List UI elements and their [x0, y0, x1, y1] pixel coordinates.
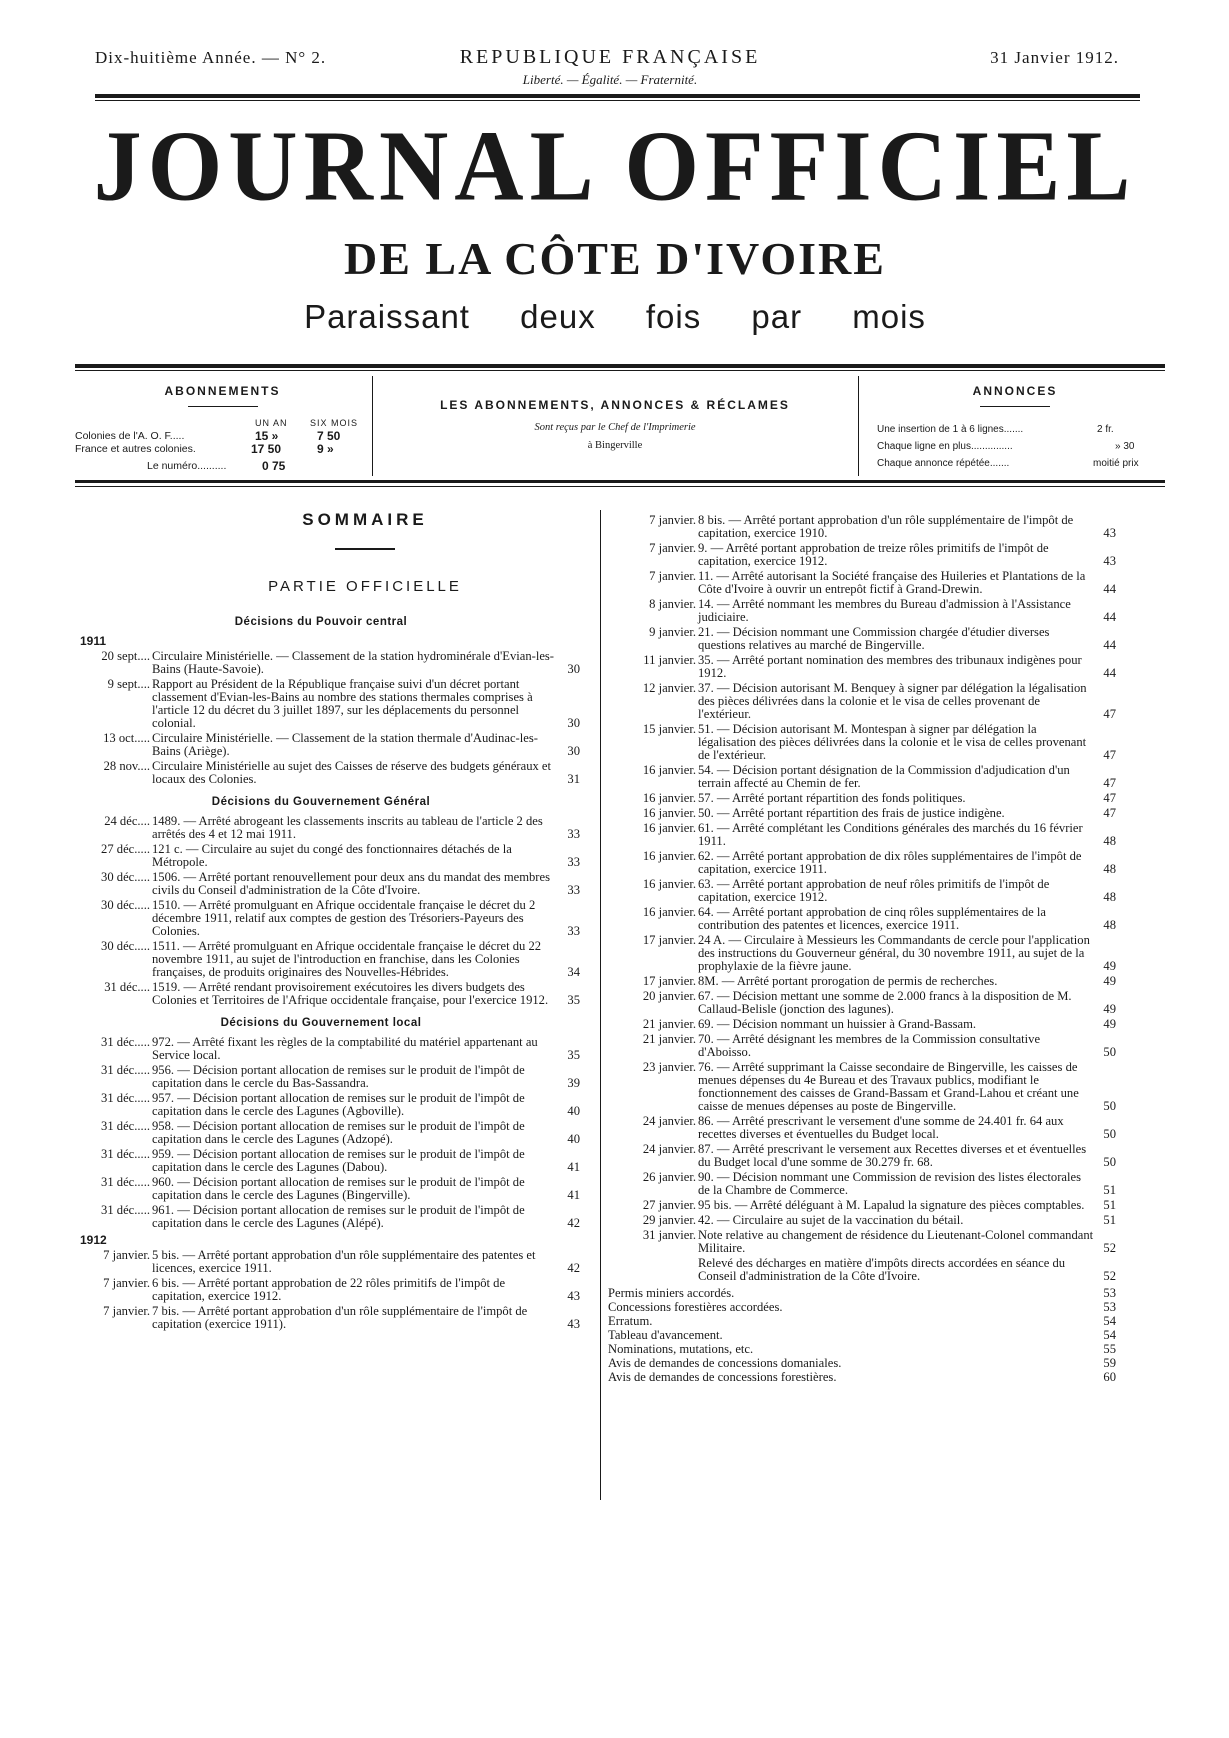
entry-page: 31 [567, 772, 580, 786]
entry-date: 8 janvier. [649, 597, 696, 611]
entry-text: 86. — Arrêté prescrivant le versement d'une somme de 24.401 fr. 64 aux recettes diverses et éventuelles du Budget local. [698, 1114, 1064, 1141]
summary-entry [62, 650, 580, 676]
entry-date: 16 janvier. [642, 806, 696, 820]
summary-entry [608, 514, 1116, 540]
subscriptions-box [75, 376, 370, 476]
summary-entry [62, 940, 580, 979]
entry-text: 70. — Arrêté désignant les membres de la Commission consultative d'Aboisso. [698, 1032, 1041, 1059]
misc-entry [608, 1357, 1116, 1370]
entry-text: 35. — Arrêté portant nomination des membres des tribunaux indigènes pour 1912. [698, 653, 1082, 680]
row1-six: 7 50 [317, 429, 341, 443]
summary-entry [62, 1036, 580, 1062]
entry-page: 41 [567, 1160, 580, 1174]
entry-text: 957. — Décision portant allocation de remises sur le produit de l'impôt de capitation dans le cercle des Lagunes (Agboville). [152, 1091, 525, 1118]
issue-number: Dix-huitième Année. — N° 2. [95, 48, 327, 67]
entry-page: 33 [567, 827, 580, 841]
entry-date: 24 déc.... [104, 814, 150, 828]
entry-page: 47 [1103, 707, 1116, 721]
entry-page: 43 [567, 1317, 580, 1331]
summary-entry [608, 1171, 1116, 1197]
entry-page: 43 [1103, 554, 1116, 568]
misc-text: Tableau d'avancement. [608, 1328, 723, 1342]
misc-text: Erratum. [608, 1314, 653, 1328]
summary-entry [608, 906, 1116, 932]
summary-entry [608, 850, 1116, 876]
misc-entry [608, 1315, 1116, 1328]
summary-entry [608, 723, 1116, 762]
misc-page: 54 [1103, 1328, 1116, 1342]
masthead-title: JOURNAL OFFICIEL [93, 109, 1137, 222]
single-issue-price: 0 75 [262, 459, 286, 473]
entry-date: 9 sept.... [107, 677, 150, 691]
summary-entry [608, 1033, 1116, 1059]
entry-date: 31 déc.... [104, 980, 150, 994]
entry-page: 42 [567, 1216, 580, 1230]
summary-entry [62, 1120, 580, 1146]
entry-page: 48 [1103, 862, 1116, 876]
entry-text: 961. — Décision portant allocation de remises sur le produit de l'impôt de capitation dans le cercle des Lagunes (Alépé). [152, 1203, 525, 1230]
entry-page: 42 [567, 1261, 580, 1275]
entry-text: 1489. — Arrêté abrogeant les classements inscrits au tableau de l'article 2 des arrêtés des 4 et 12 mai 1911. [152, 814, 543, 841]
summary-entry [608, 990, 1116, 1016]
entry-date: 16 janvier. [642, 763, 696, 777]
misc-list [608, 1287, 1116, 1384]
entry-text: 95 bis. — Arrêté déléguant à M. Lapalud la signature des pièces comptables. [698, 1198, 1085, 1212]
entry-text: 87. — Arrêté prescrivant le versement aux Recettes diverses et et éventuelles du Budget local d'une somme de 30.279 fr. 68. [698, 1142, 1087, 1169]
center-box-line2: à Bingerville [587, 440, 643, 451]
misc-entry [608, 1343, 1116, 1356]
entry-page: 39 [567, 1076, 580, 1090]
entry-date: 13 oct..... [103, 731, 150, 745]
center-box-line1: Sont reçus par le Chef de l'Imprimerie [534, 422, 696, 433]
entry-text: 54. — Décision portant désignation de la Commission d'adjudication d'un terrain affecté au Chemin de fer. [698, 763, 1070, 790]
entry-date: 21 janvier. [642, 1032, 696, 1046]
summary-entry [62, 1092, 580, 1118]
entry-page: 43 [567, 1289, 580, 1303]
entry-page: 51 [1103, 1198, 1116, 1212]
entry-page: 44 [1103, 610, 1116, 624]
summary-entry [62, 1277, 580, 1303]
entry-date: 31 déc..... [101, 1091, 150, 1105]
row2-year: 17 50 [251, 442, 282, 456]
row1-year: 15 » [255, 429, 279, 443]
entry-text: 57. — Arrêté portant répartition des fonds politiques. [698, 791, 966, 805]
entry-page: 48 [1103, 918, 1116, 932]
annonce-rate-value: moitié prix [1093, 458, 1139, 469]
entry-page: 34 [567, 965, 580, 979]
entry-page: 33 [567, 883, 580, 897]
section-heading: Décisions du Gouvernement Général [211, 796, 431, 808]
entry-date: 31 déc..... [101, 1147, 150, 1161]
annonces-title: ANNONCES [972, 384, 1058, 398]
misc-text: Concessions forestières accordées. [608, 1300, 783, 1314]
summary-entry [62, 1148, 580, 1174]
entry-page: 49 [1103, 1017, 1116, 1031]
summary-ornament [335, 548, 395, 550]
entry-page: 49 [1103, 959, 1116, 973]
entry-date: 17 janvier. [642, 933, 696, 947]
entry-page: 44 [1103, 666, 1116, 680]
entry-date: 16 janvier. [642, 791, 696, 805]
misc-page: 54 [1103, 1314, 1116, 1328]
entry-date: 31 déc..... [101, 1203, 150, 1217]
misc-text: Avis de demandes de concessions domaniales. [608, 1356, 842, 1370]
entry-text: 62. — Arrêté portant approbation de dix rôles supplémentaires de l'impôt de capitation, exercice 1911. [698, 849, 1082, 876]
column-divider [600, 510, 601, 1500]
summary-entry [62, 760, 580, 786]
entry-text: 8M. — Arrêté portant prorogation de permis de recherches. [698, 974, 998, 988]
entry-date: 16 janvier. [642, 821, 696, 835]
misc-text: Permis miniers accordés. [608, 1286, 735, 1300]
entry-page: 47 [1103, 748, 1116, 762]
center-box-title: LES ABONNEMENTS, ANNONCES & RÉCLAMES [440, 398, 790, 412]
entry-text: 1511. — Arrêté promulguant en Afrique occidentale française le décret du 22 novembre 1911, au sujet de l'introduction en franchise, dans les Colonies françaises, de produits originaires des Nouvelles-Hébrides. [152, 939, 542, 979]
section-heading: Décisions du Gouvernement local [220, 1017, 422, 1029]
entry-page: 52 [1103, 1241, 1116, 1255]
entry-page: 33 [567, 924, 580, 938]
single-issue-label: Le numéro.......... [147, 460, 227, 472]
entry-page: 44 [1103, 582, 1116, 596]
entry-date: 28 nov.... [103, 759, 150, 773]
entry-date: 15 janvier. [642, 722, 696, 736]
entry-date: 24 janvier. [642, 1142, 696, 1156]
entry-text: 11. — Arrêté autorisant la Société française des Huileries et Plantations de la Côte d'Ivoire à ouvrir un entrepôt fictif à Grand-Drewin. [698, 569, 1086, 596]
issue-date: 31 Janvier 1912. [990, 48, 1119, 67]
entry-page: 49 [1103, 974, 1116, 988]
entry-date: 20 janvier. [642, 989, 696, 1003]
col-six-header: SIX MOIS [310, 418, 359, 428]
entry-date: 31 déc..... [101, 1035, 150, 1049]
misc-text: Avis de demandes de concessions forestières. [608, 1370, 837, 1384]
republic-motto: Liberté. — Égalité. — Fraternité. [522, 72, 698, 87]
summary-entry [62, 1249, 580, 1275]
summary-entry [62, 1064, 580, 1090]
entry-text: 9. — Arrêté portant approbation de treize rôles primitifs de l'impôt de capitation, exercice 1912. [698, 541, 1049, 568]
entry-text: 956. — Décision portant allocation de remises sur le produit de l'impôt de capitation dans le cercle du Bas-Sassandra. [152, 1063, 525, 1090]
entry-page: 43 [1103, 526, 1116, 540]
entry-text: 42. — Circulaire au sujet de la vaccination du bétail. [698, 1213, 964, 1227]
entry-page: 48 [1103, 834, 1116, 848]
masthead-tagline: Paraissant deux fois par mois [304, 298, 926, 335]
row2-label: France et autres colonies. [75, 443, 196, 455]
entry-date: 7 janvier. [649, 569, 696, 583]
center-box [375, 376, 855, 476]
summary-entry [608, 1115, 1116, 1141]
entry-text: 960. — Décision portant allocation de remises sur le produit de l'impôt de capitation dans le cercle des Lagunes (Bingerville). [152, 1175, 525, 1202]
entry-text: 51. — Décision autorisant M. Montespan à signer par délégation la légalisation des pièces délivrées dans la colonie et le visa de celles provenant de l'extérieur. [698, 722, 1087, 762]
misc-entry [608, 1329, 1116, 1342]
annonce-rate-value: 2 fr. [1097, 424, 1114, 435]
summary-entry [608, 764, 1116, 790]
entry-page: 30 [567, 716, 580, 730]
entry-page: 40 [567, 1132, 580, 1146]
entry-text: 8 bis. — Arrêté portant approbation d'un rôle supplémentaire de l'impôt de capitation, exercice 1910. [698, 513, 1074, 540]
entry-text: 972. — Arrêté fixant les règles de la comptabilité du matériel appartenant au Service local. [152, 1035, 538, 1062]
entry-date: 27 déc..... [101, 842, 150, 856]
entry-page: 49 [1103, 1002, 1116, 1016]
summary-entry [62, 843, 580, 869]
summary-entry [62, 678, 580, 730]
entry-text: Circulaire Ministérielle. — Classement de la station thermale d'Audinac-les-Bains (Ariège). [152, 731, 538, 758]
entry-page: 50 [1103, 1045, 1116, 1059]
summary-entry [608, 975, 1116, 988]
entry-page: 30 [567, 662, 580, 676]
section-year: 1912 [80, 1233, 107, 1247]
box-divider [858, 376, 859, 476]
entry-text: 14. — Arrêté nommant les membres du Bureau d'admission à l'Assistance judiciaire. [698, 597, 1071, 624]
entry-date: 31 déc..... [101, 1119, 150, 1133]
summary-entry [62, 981, 580, 1007]
box-divider [372, 376, 373, 476]
summary-entry [608, 570, 1116, 596]
annonce-rate-value: » 30 [1115, 441, 1135, 452]
entry-text: 76. — Arrêté supprimant la Caisse secondaire de Bingerville, les caisses de menues dépenses du 4e Bureau et des Travaux publics, modifiant le fonctionnement des caisses de Grand-Bassam et Grand-Lahou et créant une caisse de menues dépenses au poste de Bingerville. [698, 1060, 1079, 1113]
entry-page: 35 [567, 993, 580, 1007]
masthead-rule-thin [75, 370, 1165, 371]
entry-text: 90. — Décision nommant une Commission de revision des listes électorales de la Chambre de Commerce. [698, 1170, 1081, 1197]
entry-date: 7 janvier. [103, 1276, 150, 1290]
section-heading: Décisions du Pouvoir central [234, 616, 408, 628]
republic-title: REPUBLIQUE FRANÇAISE [459, 46, 761, 68]
entry-text: 1506. — Arrêté portant renouvellement pour deux ans du mandat des membres civils du Conseil d'administration de la Côte d'Ivoire. [152, 870, 550, 897]
subscriptions-title: ABONNEMENTS [164, 384, 281, 398]
summary-entry [62, 815, 580, 841]
misc-page: 55 [1103, 1342, 1116, 1356]
entry-text: 63. — Arrêté portant approbation de neuf rôles primitifs de l'impôt de capitation, exercice 1912. [698, 877, 1050, 904]
entry-text: 64. — Arrêté portant approbation de cinq rôles supplémentaires de la contribution des patentes et licences, exercice 1911. [698, 905, 1046, 932]
entry-page: 47 [1103, 776, 1116, 790]
summary-entry [608, 1257, 1116, 1283]
summary-entry [608, 654, 1116, 680]
summary-entry [608, 822, 1116, 848]
entry-text: Circulaire Ministérielle au sujet des Caisses de réserve des budgets généraux et locaux des Colonies. [152, 759, 552, 786]
summary-entry [62, 1204, 580, 1230]
misc-page: 59 [1103, 1356, 1116, 1370]
masthead-subtitle: DE LA CÔTE D'IVOIRE [344, 233, 886, 284]
entry-text: 6 bis. — Arrêté portant approbation de 22 rôles primitifs de l'impôt de capitation, exercice 1912. [152, 1276, 506, 1303]
entry-page: 41 [567, 1188, 580, 1202]
entry-date: 31 janvier. [642, 1228, 696, 1242]
entry-date: 26 janvier. [642, 1170, 696, 1184]
entry-page: 40 [567, 1104, 580, 1118]
entry-text: 24 A. — Circulaire à Messieurs les Commandants de cercle pour l'application des instructions du Gouverneur général, du 30 novembre 1911, au sujet de la prophylaxie de la fièvre jaune. [698, 933, 1090, 973]
summary-entry [608, 792, 1116, 805]
misc-entry [608, 1287, 1116, 1300]
summary-entry [608, 1199, 1116, 1212]
annonce-rate-label: Chaque annonce répétée....... [877, 458, 1010, 469]
summary-left-column [62, 606, 580, 1331]
summary-entry [608, 1214, 1116, 1227]
entry-text: Rapport au Président de la République française suivi d'un décret portant classement d'Evian-les-Bains au nombre des stations thermales comprises à l'article 12 du décret du 3 juillet 1897, sur les déplacements du personnel colonial. [152, 677, 533, 730]
entry-page: 52 [1103, 1269, 1116, 1283]
summary-entry [608, 878, 1116, 904]
entry-page: 50 [1103, 1099, 1116, 1113]
summary-entry [608, 598, 1116, 624]
misc-entry [608, 1301, 1116, 1314]
annonce-rate-label: Chaque ligne en plus............... [877, 441, 1013, 452]
title-underline [188, 406, 258, 407]
entry-date: 16 janvier. [642, 849, 696, 863]
entry-text: 61. — Arrêté complétant les Conditions générales des marchés du 16 février 1911. [698, 821, 1083, 848]
entry-date: 7 janvier. [103, 1304, 150, 1318]
entry-text: 1519. — Arrêté rendant provisoirement exécutoires les divers budgets des Colonies et Territoires de l'Afrique occidentale française, pour l'exercice 1912. [152, 980, 549, 1007]
summary-entry [62, 899, 580, 938]
entry-text: Circulaire Ministérielle. — Classement de la station hydrominérale d'Evian-les-Bains (Haute-Savoie). [152, 649, 555, 676]
entry-text: 5 bis. — Arrêté portant approbation d'un rôle supplémentaire des patentes et licences, exercice 1911. [152, 1248, 536, 1275]
entry-text: 69. — Décision nommant un huissier à Grand-Bassam. [698, 1017, 977, 1031]
entry-text: 21. — Décision nommant une Commission chargée d'étudier diverses questions relatives au marché de Bingerville. [698, 625, 1050, 652]
entry-date: 27 janvier. [642, 1198, 696, 1212]
entry-text: Relevé des décharges en matière d'impôts directs accordées en séance du Conseil d'administration de la Côte d'Ivoire. [698, 1256, 1066, 1283]
masthead-rule [75, 364, 1165, 368]
entry-date: 7 janvier. [103, 1248, 150, 1262]
summary-entry [608, 1061, 1116, 1113]
entry-page: 44 [1103, 638, 1116, 652]
entry-text: 50. — Arrêté portant répartition des frais de justice indigène. [698, 806, 1005, 820]
summary-entry [62, 732, 580, 758]
summary-entry [608, 682, 1116, 721]
entry-date: 31 déc..... [101, 1175, 150, 1189]
summary-entry [608, 1143, 1116, 1169]
entry-date: 11 janvier. [643, 653, 696, 667]
row2-six: 9 » [317, 442, 334, 456]
misc-text: Nominations, mutations, etc. [608, 1342, 754, 1356]
summary-entry [608, 934, 1116, 973]
row1-label: Colonies de l'A. O. F..... [75, 430, 185, 442]
entry-text: 7 bis. — Arrêté portant approbation d'un rôle supplémentaire de l'impôt de capitation (exercice 1911). [152, 1304, 528, 1331]
summary-entry [62, 871, 580, 897]
summary-entry [62, 1305, 580, 1331]
summary-entry [62, 1176, 580, 1202]
entry-date: 20 sept.... [101, 649, 150, 663]
entry-text: 959. — Décision portant allocation de remises sur le produit de l'impôt de capitation dans le cercle des Lagunes (Dabou). [152, 1147, 525, 1174]
entry-text: 67. — Décision mettant une somme de 2.000 francs à la disposition de M. Callaud-Belisle (jonction des lagunes). [698, 989, 1072, 1016]
entry-date: 30 déc..... [101, 898, 150, 912]
summary-entry [608, 1018, 1116, 1031]
entry-date: 21 janvier. [642, 1017, 696, 1031]
summary-entry [608, 542, 1116, 568]
entry-date: 7 janvier. [649, 513, 696, 527]
entry-date: 24 janvier. [642, 1114, 696, 1128]
misc-page: 53 [1103, 1300, 1116, 1314]
entry-date: 30 déc..... [101, 870, 150, 884]
summary-title: SOMMAIRE [302, 510, 428, 529]
entry-page: 35 [567, 1048, 580, 1062]
entry-text: 37. — Décision autorisant M. Benquey à signer par délégation la légalisation des pièces délivrées dans la colonie et le visa de celles provenant de l'extérieur. [698, 681, 1087, 721]
entry-page: 51 [1103, 1183, 1116, 1197]
entry-date: 29 janvier. [642, 1213, 696, 1227]
entry-page: 30 [567, 744, 580, 758]
entry-date: 9 janvier. [649, 625, 696, 639]
entry-date: 23 janvier. [642, 1060, 696, 1074]
entry-date: 12 janvier. [642, 681, 696, 695]
entry-date: 31 déc..... [101, 1063, 150, 1077]
entry-date: 30 déc..... [101, 939, 150, 953]
title-underline [980, 406, 1050, 407]
entry-page: 50 [1103, 1155, 1116, 1169]
misc-page: 53 [1103, 1286, 1116, 1300]
header-rule [95, 94, 1140, 98]
boxes-rule-thin [75, 486, 1165, 487]
misc-page: 60 [1103, 1370, 1116, 1384]
entry-page: 47 [1103, 806, 1116, 820]
annonce-rate-label: Une insertion de 1 à 6 lignes....... [877, 424, 1024, 435]
summary-entry [608, 807, 1116, 820]
entry-page: 51 [1103, 1213, 1116, 1227]
section-year: 1911 [80, 634, 107, 648]
entry-date: 16 janvier. [642, 905, 696, 919]
entry-date: 16 janvier. [642, 877, 696, 891]
summary-entry [608, 626, 1116, 652]
entry-text: 958. — Décision portant allocation de remises sur le produit de l'impôt de capitation dans le cercle des Lagunes (Adzopé). [152, 1119, 525, 1146]
entry-page: 50 [1103, 1127, 1116, 1141]
col-year-header: UN AN [255, 418, 288, 428]
summary-entry [608, 1229, 1116, 1255]
summary-right-column [608, 512, 1116, 1384]
boxes-rule [75, 480, 1165, 483]
entry-text: 1510. — Arrêté promulguant en Afrique occidentale française le décret du 2 décembre 1911, relatif aux comptes de gestion des Trésoriers-Payeurs des Colonies. [152, 898, 536, 938]
entry-text: 121 c. — Circulaire au sujet du congé des fonctionnaires détachés de la Métropole. [152, 842, 512, 869]
entry-text: Note relative au changement de résidence du Lieutenant-Colonel commandant Militaire. [698, 1228, 1094, 1255]
part-title: PARTIE OFFICIELLE [268, 578, 462, 595]
entry-page: 33 [567, 855, 580, 869]
entry-page: 47 [1103, 791, 1116, 805]
entry-date: 7 janvier. [649, 541, 696, 555]
entry-page: 48 [1103, 890, 1116, 904]
header-rule-thin [95, 100, 1140, 101]
annonces-box [865, 376, 1165, 476]
entry-date: 17 janvier. [642, 974, 696, 988]
misc-entry [608, 1371, 1116, 1384]
